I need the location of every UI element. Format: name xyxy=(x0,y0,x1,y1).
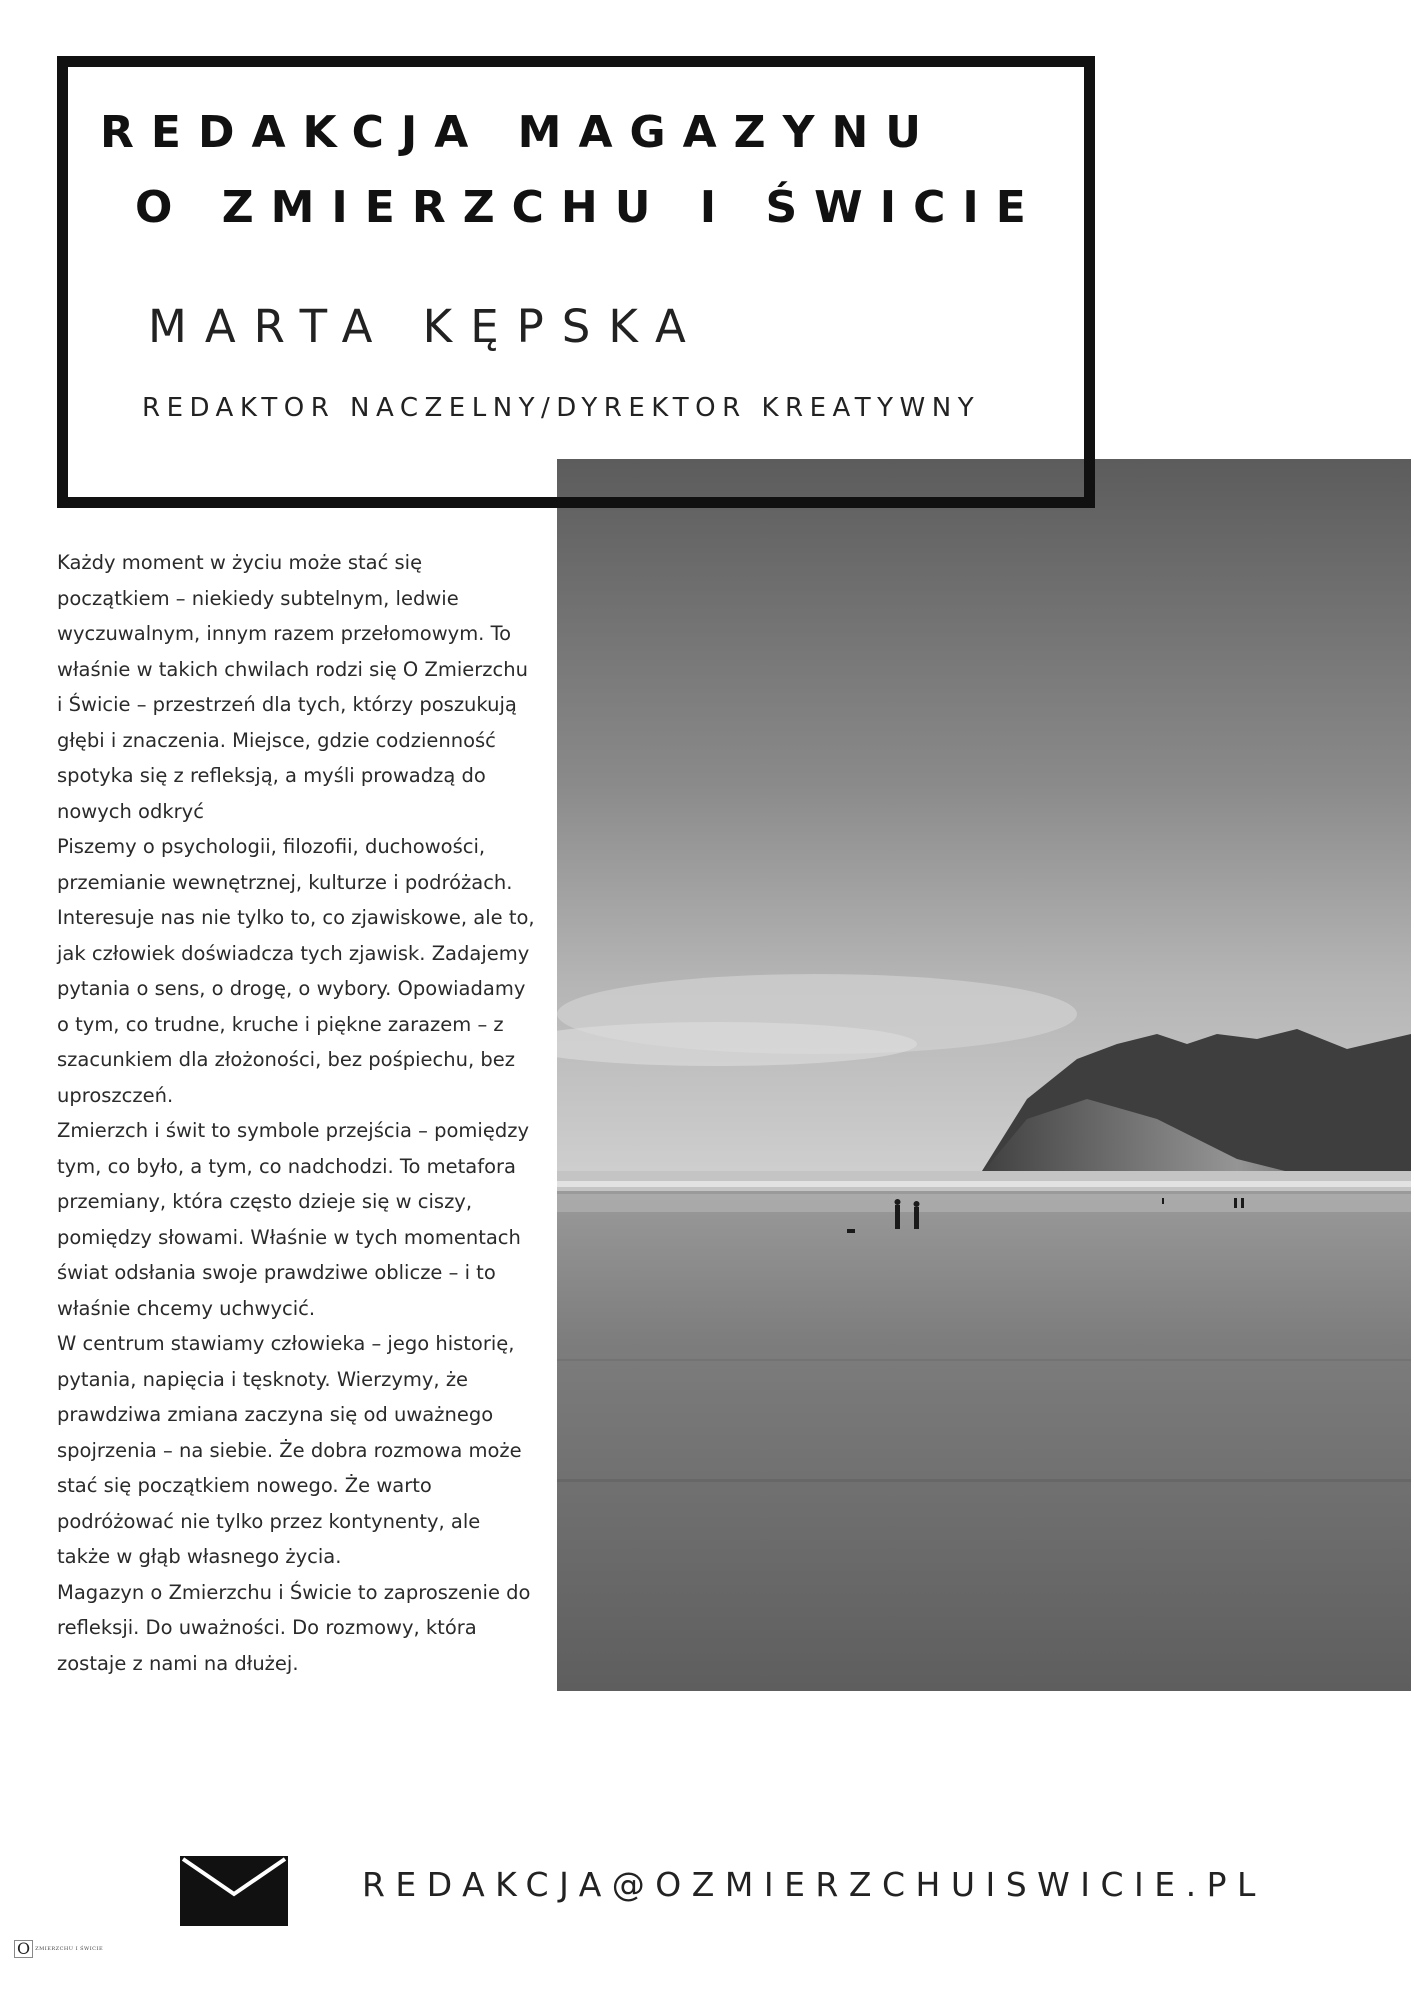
beach-photo xyxy=(557,459,1411,1691)
footer-logo xyxy=(14,1940,103,1958)
article-body xyxy=(57,545,537,1681)
article-paragraph: W centrum stawiamy człowieka – jego historię, pytania, napięcia i tęsknoty. Wierzymy, że prawdziwa zmiana zaczyna się od uważnego spojrzenia – na siebie. Że dobra rozmowa może stać się początkiem nowego. Że warto podróżować nie tylko przez kontynenty, ale także w głąb własnego życia. xyxy=(57,1332,522,1568)
logo-mark: O xyxy=(14,1940,33,1958)
editor-role: REDAKTOR NACZELNY/DYREKTOR KREATYWNY xyxy=(142,393,981,423)
contact-email[interactable]: REDAKCJA@OZMIERZCHUISWICIE.PL xyxy=(362,1865,1266,1904)
article-paragraph: Magazyn o Zmierzchu i Świcie to zaproszenie do refleksji. Do uważności. Do rozmowy, która zostaje z nami na dłużej. xyxy=(57,1580,531,1675)
beach-photo-illustration xyxy=(557,459,1411,1691)
article-paragraph: Piszemy o psychologii, filozofii, duchowości, przemianie wewnętrznej, kulturze i podróżach. Interesuje nas nie tylko to, co zjawiskowe, ale to, jak człowiek doświadcza tych zjawisk. Zadajemy pytania o sens, o drogę, o wybory. Opowiadamy o tym, co trudne, kruche i piękne zarazem – z szacunkiem dla złożoności, bez pośpiechu, bez uproszczeń. xyxy=(57,835,535,1107)
article-paragraph: Zmierzch i świt to symbole przejścia – pomiędzy tym, co było, a tym, co nadchodzi. To metafora przemiany, która często dzieje się w ciszy, pomiędzy słowami. Właśnie w tych momentach świat odsłania swoje prawdziwe oblicze – i to właśnie chcemy uchwycić. xyxy=(57,1119,529,1320)
page-title-line1: REDAKCJA MAGAZYNU xyxy=(100,107,938,158)
page-title-line2: O ZMIERZCHU I ŚWICIE xyxy=(135,182,1043,233)
logo-wordmark: ZMIERZCHU I ŚWICIE xyxy=(35,1946,104,1952)
envelope-icon[interactable] xyxy=(180,1856,288,1926)
article-paragraph: Każdy moment w życiu może stać się początkiem – niekiedy subtelnym, ledwie wyczuwalnym, innym razem przełomowym. To właśnie w takich chwilach rodzi się O Zmierzchu i Świcie – przestrzeń dla tych, którzy poszukują głębi i znaczenia. Miejsce, gdzie codzienność spotyka się z refleksją, a myśli prowadzą do nowych odkryć xyxy=(57,551,528,823)
editor-name: MARTA KĘPSKA xyxy=(148,300,704,353)
